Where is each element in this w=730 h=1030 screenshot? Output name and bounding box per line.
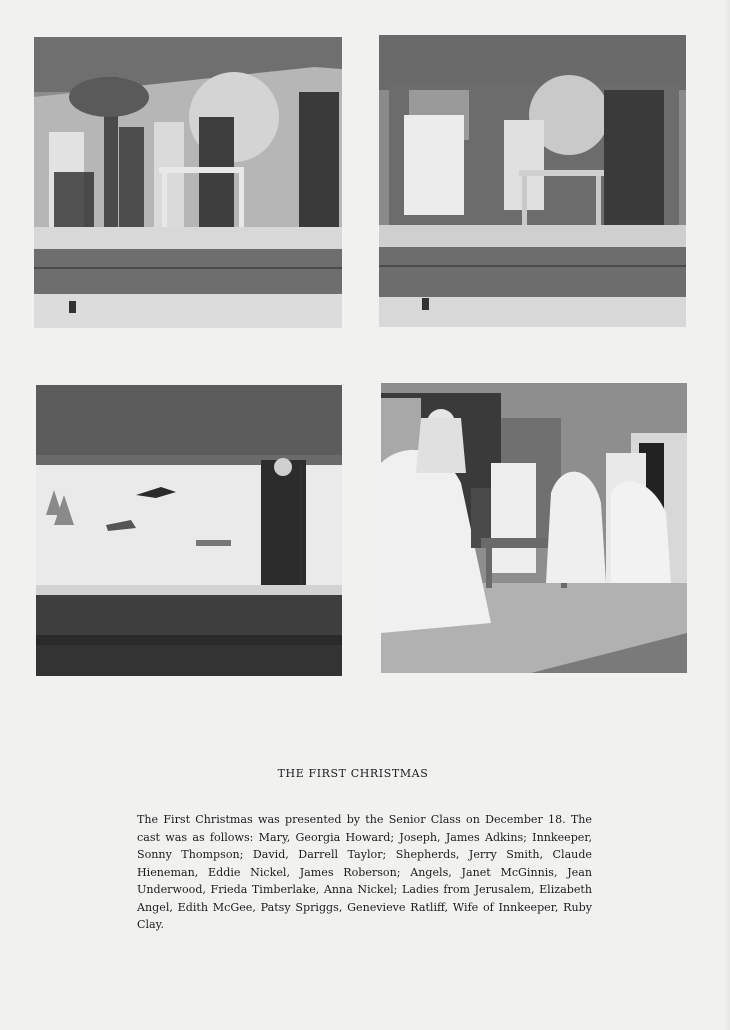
- photo-stage-scene-2: [379, 35, 686, 327]
- photo-stage-scene-3: [36, 385, 342, 676]
- photo-stage-scene-1: [34, 37, 342, 328]
- cast-caption: The First Christmas was presented by the Senior Class on December 18. The cast was as follows: Mary, Georgia Howard; Joseph, James Adkins; Innkeeper, Sonny Thompson; David, Darrell Taylor; Shepherds, Jerry Smith, Claude Hieneman, Eddie Nickel, James Roberson; Angels, Janet McGinnis, Jean Underwood, Frieda Timberlake, Anna Nickel; Ladies from Jerusalem, Elizabeth Angel, Edith McGee, Patsy Spriggs, Genevieve Ratliff, Wife of Innkeeper, Ruby Clay.: [137, 813, 592, 931]
- page-edge: [724, 0, 730, 1030]
- photo-stage-scene-4: [381, 383, 687, 673]
- page-title: THE FIRST CHRISTMAS: [277, 767, 429, 780]
